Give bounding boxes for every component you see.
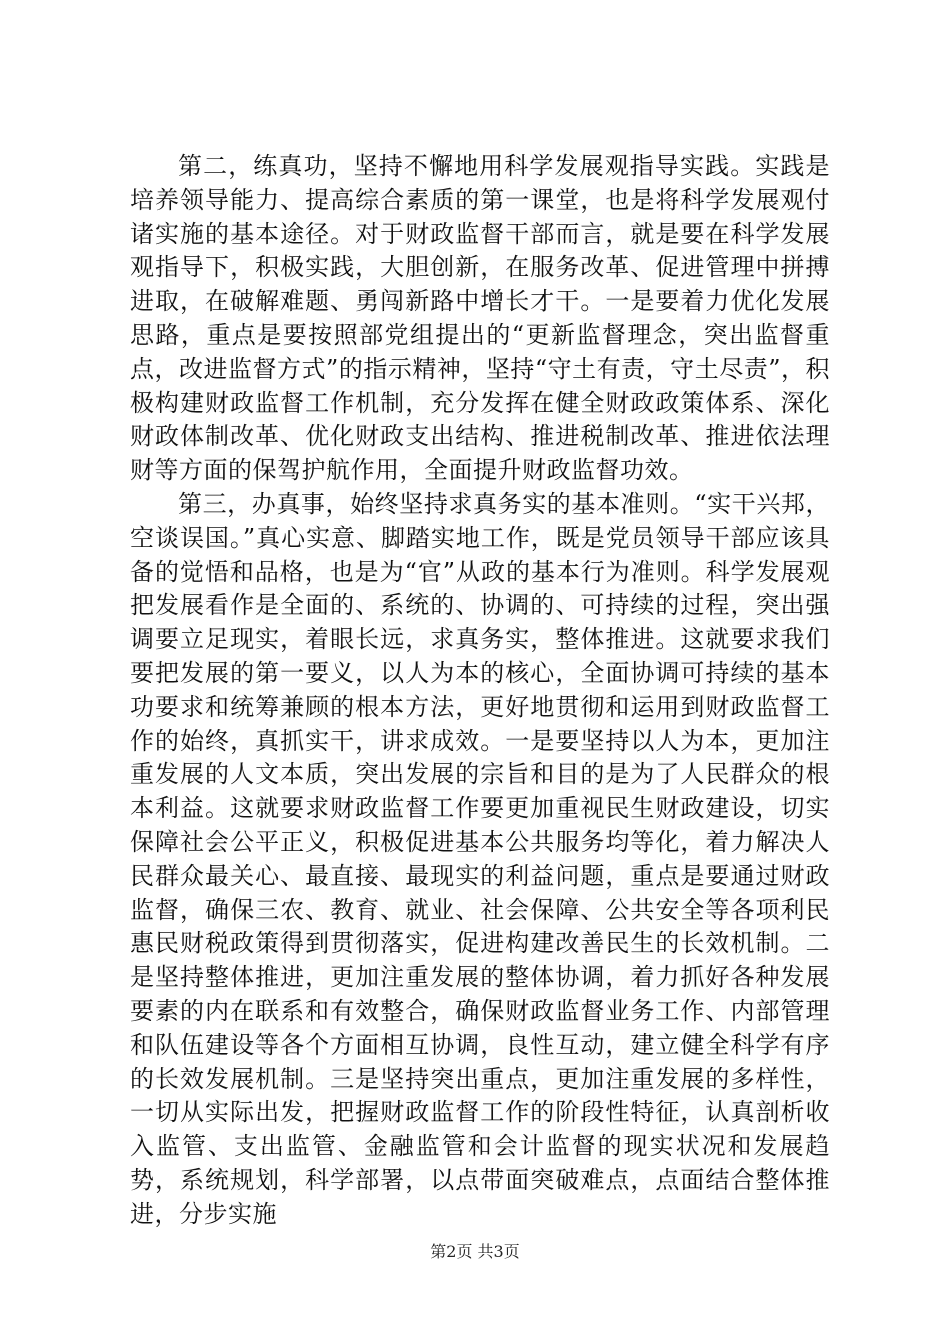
paragraph-third: 第三，办真事，始终坚持求真务实的基本准则。“实干兴邦，空谈误国。”真心实意、脚踏实地工作，既是党员领导干部应该具备的觉悟和品格，也是为“官”从政的基本行为准则。科学发展观把发展看作是全面的、系统的、协调的、可持续的过程，突出强调要立足现实，着眼长远，求真务实，整体推进。这就要求我们要把发展的第一要义，以人为本的核心，全面协调可持续的基本功要求和统筹兼顾的根本方法，更好地贯彻和运用到财政监督工作的始终，真抓实干，讲求成效。一是要坚持以人为本，更加注重发展的人文本质，突出发展的宗旨和目的是为了人民群众的根本利益。这就要求财政监督工作要更加重视民生财政建设，切实保障社会公平正义，积极促进基本公共服务均等化，着力解决人民群众最关心、最直接、最现实的利益问题，重点是要通过财政监督，确保三农、教育、就业、社会保障、公共安全等各项利民惠民财税政策得到贯彻落实，促进构建改善民生的长效机制。二是坚持整体推进，更加注重发展的整体协调，着力抓好各种发展要素的内在联系和有效整合，确保财政监督业务工作、内部管理和队伍建设等各个方面相互协调，良性互动，建立健全科学有序的长效发展机制。三是坚持突出重点，更加注重发展的多样性，一切从实际出发，把握财政监督工作的阶段性特征，认真剖析收入监管、支出监管、金融监管和会计监督的现实状况和发展趋势，系统规划，科学部署，以点带面突破难点，点面结合整体推进，分步实施 (130, 489, 830, 1228)
paragraph-second: 第二，练真功，坚持不懈地用科学发展观指导实践。实践是培养领导能力、提高综合素质的第一课堂，也是将科学发展观付诸实施的基本途径。对于财政监督干部而言，就是要在科学发展观指导下，积极实践，大胆创新，在服务改革、促进管理中拼搏进取，在破解难题、勇闯新路中增长才干。一是要着力优化发展思路，重点是要按照部党组提出的“更新监督理念，突出监督重点，改进监督方式”的指示精神，坚持“守土有责，守土尽责”，积极构建财政监督工作机制，充分发挥在健全财政政策体系、深化财政体制改革、优化财政支出结构、推进税制改革、推进依法理财等方面的保驾护航作用，全面提升财政监督功效。 (130, 152, 830, 485)
document-body (130, 150, 830, 1232)
page-number-footer: 第2页 共3页 (430, 1242, 520, 1261)
